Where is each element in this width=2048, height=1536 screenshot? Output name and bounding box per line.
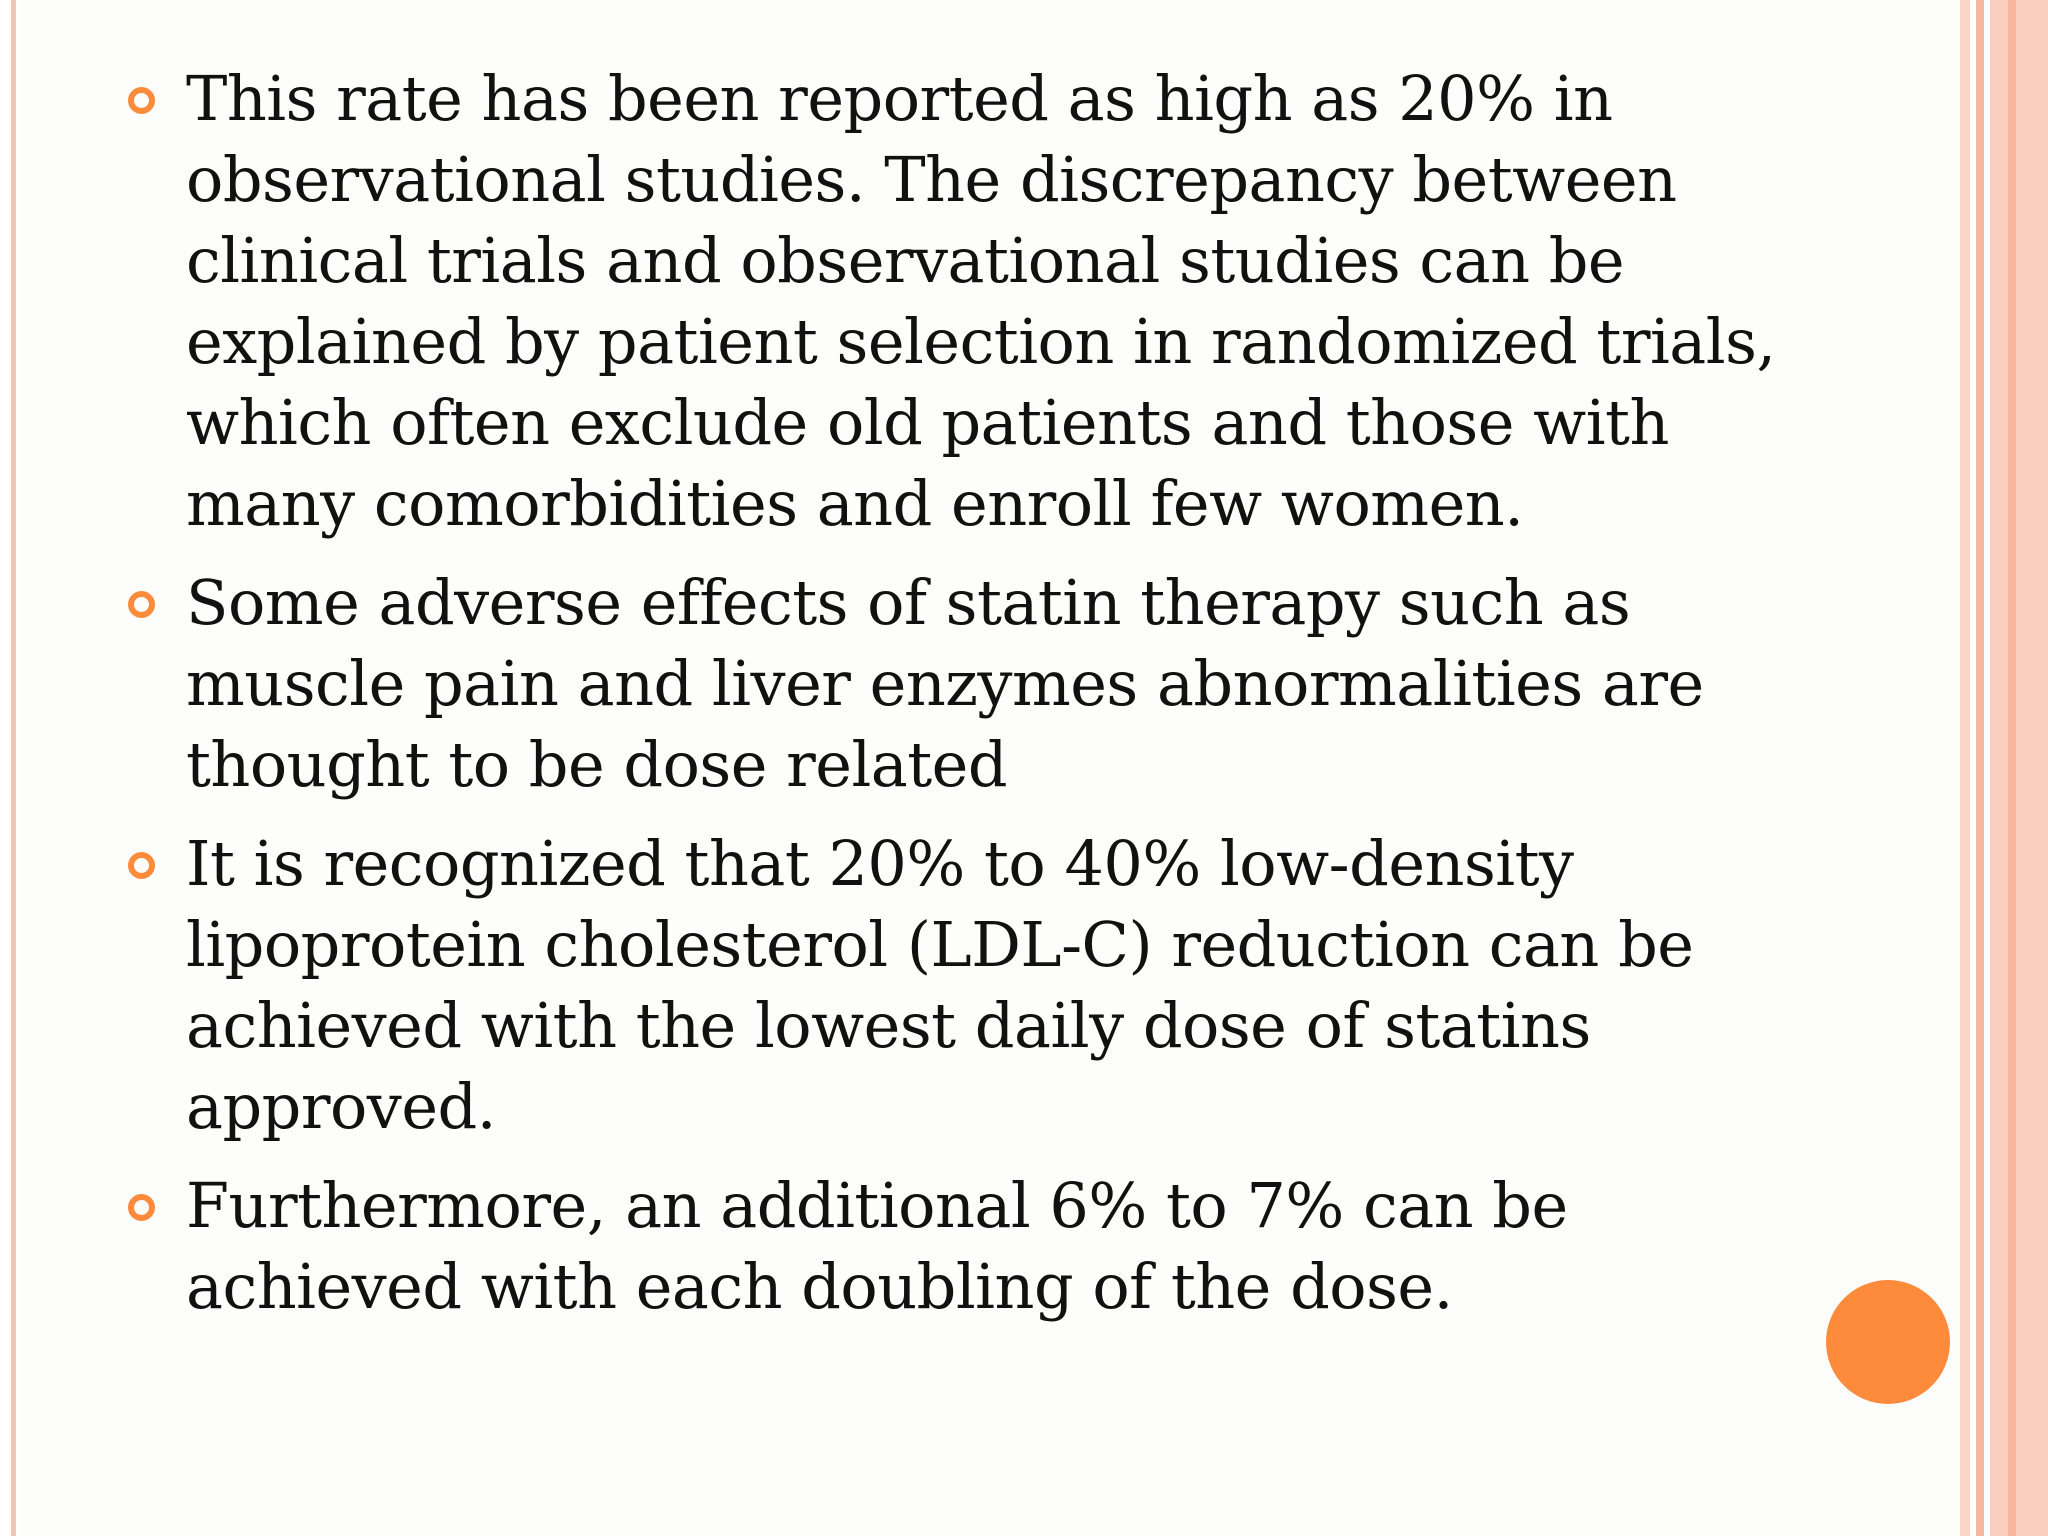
bullet-text: This rate has been reported as high as 20% in observational studies. The discrepancy between clinical trials and observational studies can be explained by patient selection in randomized trials, which often exclude old patients and those with many comorbidities and enroll few women. [186,62,1776,540]
bullet-item [128,562,1778,805]
bullet-text: It is recognized that 20% to 40% low-density lipoprotein cholesterol (LDL-C) reduction can be achieved with the lowest daily dose of statins approved. [186,827,1694,1143]
bullet-list [128,58,1778,1327]
left-frame-border [0,0,21,1536]
bullet-item [128,1165,1778,1327]
frame-stripe [2008,0,2016,1536]
frame-stripe [1990,0,2048,1536]
frame-stripe [1960,0,1970,1536]
circle-bullet-icon [128,591,155,618]
circle-bullet-icon [128,87,155,114]
frame-stripe [1976,0,1984,1536]
circle-bullet-icon [128,852,155,879]
bullet-text: Furthermore, an additional 6% to 7% can be achieved with each doubling of the dose. [186,1169,1568,1323]
right-frame-stripes [1960,0,2048,1536]
orange-circle-decoration [1826,1280,1950,1404]
slide-content [128,58,1778,1345]
bullet-text: Some adverse effects of statin therapy such as muscle pain and liver enzymes abnormalities are thought to be dose related [186,566,1704,801]
bullet-item [128,823,1778,1147]
bullet-item [128,58,1778,544]
circle-bullet-icon [128,1194,155,1221]
